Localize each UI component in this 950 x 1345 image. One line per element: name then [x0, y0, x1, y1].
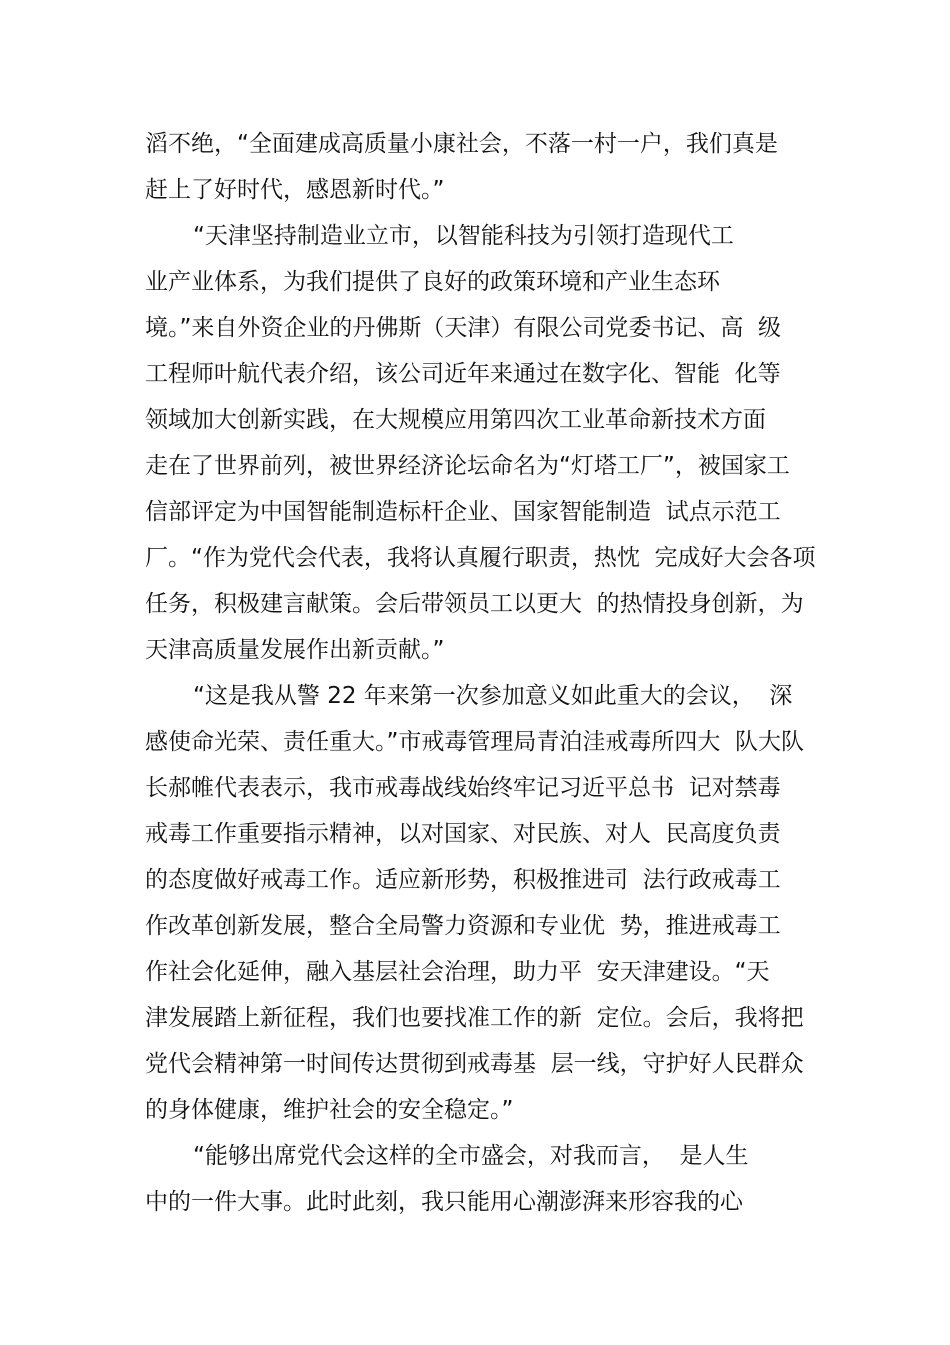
text-line: 长郝帷代表表示，我市戒毒战线始终牢记习近平总书 记对禁毒 [145, 775, 781, 801]
text-line: 走在了世界前列，被世界经济论坛命名为“灯塔工厂”，被国家工 [145, 453, 790, 479]
paragraph-first-line: “能够出席党代会这样的全市盛会，对我而言， 是人生 [193, 1143, 749, 1169]
text-line: 作社会化延伸，融入基层社会治理，助力平 安天津建设。“天 [145, 959, 770, 985]
text-line: 境。”来自外资企业的丹佛斯（天津）有限公司党委书记、高 级 [145, 315, 782, 341]
text-line: 任务，积极建言献策。会后带领员工以更大 的热情投身创新，为 [145, 591, 804, 617]
text-line: 滔不绝，“全面建成高质量小康社会，不落一村一户，我们真是 [145, 131, 778, 157]
text-line: 戒毒工作重要指示精神，以对国家、对民族、对人 民高度负责 [145, 821, 781, 847]
text-line: 感使命光荣、责任重大。”市戒毒管理局青泊洼戒毒所四大 队大队 [145, 729, 805, 755]
text-line: 作改革创新发展，整合全局警力资源和专业优 势，推进戒毒工 [145, 913, 781, 939]
text-line: 的身体健康，维护社会的安全稳定。” [145, 1097, 514, 1123]
text-line: 工程师叶航代表介绍，该公司近年来通过在数字化、智能 化等 [145, 361, 781, 387]
text-line: 业产业体系，为我们提供了良好的政策环境和产业生态环 [145, 269, 720, 295]
paragraph-first-line: “天津坚持制造业立市，以智能科技为引领打造现代工 [193, 223, 734, 249]
text-line: 津发展踏上新征程，我们也要找准工作的新 定位。会后，我将把 [145, 1005, 804, 1031]
text-line: 领域加大创新实践，在大规模应用第四次工业革命新技术方面 [145, 407, 766, 433]
text-line: 赶上了好时代，感恩新时代。” [145, 177, 445, 203]
text-line: 厂。“作为党代会代表，我将认真履行职责，热忱 完成好大会各项 [145, 545, 816, 571]
text-line: 天津高质量发展作出新贡献。” [145, 637, 445, 663]
text-line: 党代会精神第一时间传达贯彻到戒毒基 层一线，守护好人民群众 [145, 1051, 804, 1077]
text-line: 信部评定为中国智能制造标杆企业、国家智能制造 试点示范工 [145, 499, 781, 525]
text-line: 中的一件大事。此时此刻，我只能用心潮澎湃来形容我的心 [145, 1189, 743, 1215]
paragraph-first-line: “这是我从警 22 年来第一次参加意义如此重大的会议， 深 [193, 683, 793, 709]
text-line: 的态度做好戒毒工作。适应新形势，积极推进司 法行政戒毒工 [145, 867, 781, 893]
